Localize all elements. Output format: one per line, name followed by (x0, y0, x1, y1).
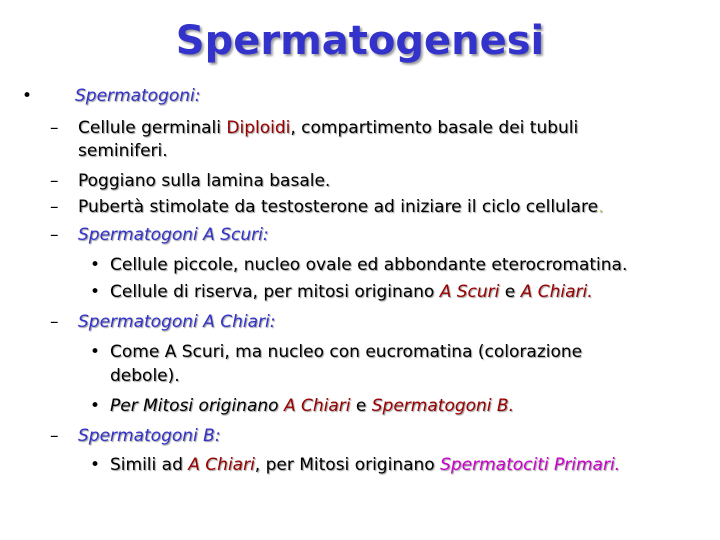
line-cellule-germinali (78, 118, 578, 138)
line-per-mitosi (110, 396, 514, 416)
text-l10a: Per Mitosi originano (110, 396, 284, 416)
heading-spermatogoni-b: Spermatogoni B: (78, 426, 221, 446)
text-spermatogoni-b: Spermatogoni B. (371, 396, 514, 416)
text-spermatociti-primari: Spermatociti Primari. (440, 455, 621, 475)
heading-a-chiari: Spermatogoni A Chiari: (78, 312, 276, 332)
line-puberta (78, 197, 603, 217)
dash-l8: – (50, 312, 59, 332)
line-cellule-riserva (110, 282, 593, 302)
text-l7c: e (499, 282, 521, 302)
dash-l11: – (50, 426, 59, 446)
dot-l7: • (90, 282, 101, 302)
heading-spermatogoni: Spermatogoni: (75, 86, 201, 106)
text-l12a: Simili ad (110, 455, 189, 475)
heading-a-scuri: Spermatogoni A Scuri: (78, 225, 269, 245)
bullet-l1: • (22, 86, 33, 106)
dot-l12: • (90, 455, 101, 475)
dash-l2: – (50, 118, 59, 138)
line-seminiferi: seminiferi. (78, 141, 168, 161)
text-a-chiari-3: A Chiari (188, 455, 255, 475)
text-l4: Pubertà stimolate da testosterone ad iniziare il ciclo cellulare (78, 197, 599, 217)
dot-l6: • (90, 255, 101, 275)
line-debole: debole). (110, 366, 180, 386)
slide-title: Spermatogenesi (175, 18, 545, 64)
dash-l5: – (50, 225, 59, 245)
text-a-chiari-2: A Chiari (283, 396, 351, 416)
text-l12c: , per Mitosi originano (254, 455, 441, 475)
line-cellule-piccole: Cellule piccole, nucleo ovale ed abbondante eterocromatina. (110, 255, 628, 275)
dot-l10: • (90, 396, 101, 416)
text-l4-dot: . (598, 197, 604, 217)
dot-l9: • (90, 342, 101, 362)
line-simili (110, 455, 620, 475)
line-poggiano: Poggiano sulla lamina basale. (78, 171, 331, 191)
text-l7a: Cellule di riserva, per mitosi originano (110, 282, 440, 302)
dash-l4: – (50, 197, 59, 217)
text-l10c: e (350, 396, 372, 416)
dash-l3: – (50, 171, 59, 191)
text-l2a: Cellule germinali (78, 118, 227, 138)
text-l2c: , compartimento basale dei tubuli (290, 118, 579, 138)
text-a-chiari: A Chiari. (520, 282, 593, 302)
line-come-a-scuri: Come A Scuri, ma nucleo con eucromatina (colorazione (110, 342, 583, 362)
text-diploidi: Diploidi (226, 118, 291, 138)
text-a-scuri: A Scuri (439, 282, 500, 302)
